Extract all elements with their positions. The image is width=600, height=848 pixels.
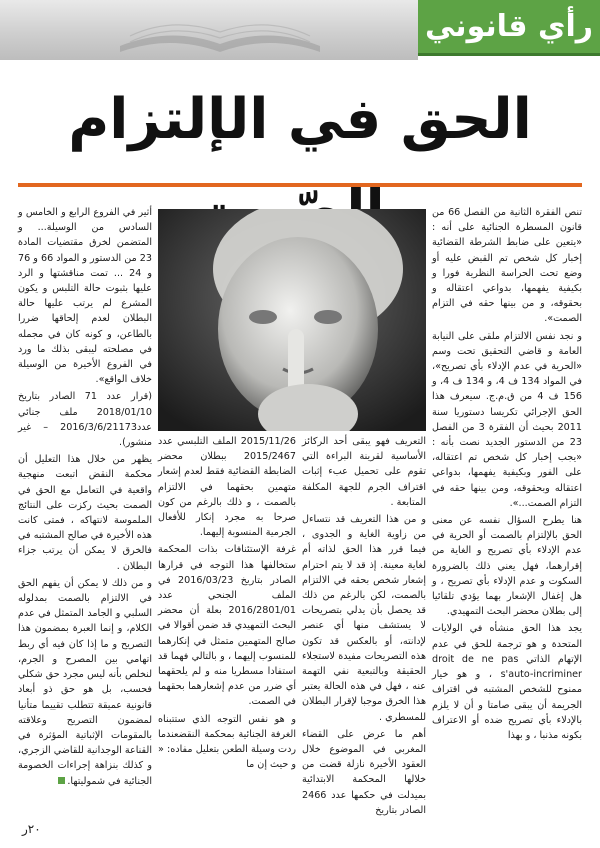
paragraph: هنا يطرح السؤال نفسه عن معنى الحق بالإلتزام بالصمت أو الحرية في عدم الإدلاء بأي تصريح و الغاية من إقرارهما، فهل يعني ذلك بالضرورة السكوت و عدم الإدلاء بأي تصريح ، و هل إغفال الإشعار بهما يؤدي تلقائيا إلى بطلان محضر البحث التمهيدي. (432, 515, 582, 618)
paragraph: أثير في الفروع الرابع و الخامس و السادس من الوسيلة... و المتضمن لخرق مقتضيات المادة 23 من الدستور و المواد 66 و 76 و 24 ... تمت مناقشتها و الرد عليها بثبوت حالة التلبس و يكون المشرع لم يرتب عليها حالة البطلان لعدم إلحاقها ضررا بالطاعن، و كونه كان في مجمله في مصلحته ليبقى بذلك ما ورد في الفروع الأخيرة من الوسيلة خلاف الواقع». (18, 207, 152, 386)
column-right (432, 205, 582, 745)
orange-divider (18, 183, 582, 187)
paragraph-final (18, 576, 152, 789)
paragraph: (قرار عدد 71 الصادر بتاريخ 2018/01/10 ملف جنائي عدد2016/3/6/21173 – غير منشور). (18, 391, 152, 449)
open-book-icon (110, 6, 330, 56)
paragraph: غرفة الإستئنافات بذات المحكمة ستخالفها هذا التوجه في قرارها الصادر بتاريخ 2016/03/23 في الملف الجنحي عدد 2016/2801/01 بعلة أن محضر البحث التمهيدي قد ضمن أقوالا في صالح المتهمين متمثل في إنكارهما للمنسوب إليهما ، و بالتالي فهما قد استفادا مسطريا منه و لم يلحقهما أي ضرر من عدم إشعارهما بحقهما في الصمت. (158, 544, 296, 708)
article-photo (158, 209, 426, 431)
paragraph: أهم ما عرض على القضاء المغربي في الموضوع خلال العقود الأخيرة نازلة قضت من خلالها المحكمة الابتدائية بميدلت في حكمها عدد 2466 الصادر بتاريخ (302, 728, 426, 816)
column-middle-left (158, 434, 296, 774)
paragraph: و من هذا التعريف قد نتساءل من زاوية الغاية و الجدوى ، فيما قرر هذا الحق لذاته أم لغاية معينة. إذ قد لا يتم احترام إشعار شخص بحقه في الالتزام بالصمت، لكن بالرغم من ذلك قد يحصل بأن يدلي بتصريحات لا يستشف منها أي عنصر لإدانته، أو بالعكس قد تكون هذه التصريحات مفيدة لاستجلاء الحقيقة وبالتبعية نفي التهمة عنه ، فهل في هذه الحالة يعتبر هذا الخرق موجبا لإقرار البطلان للمسطري . (302, 514, 426, 723)
header-gradient (0, 0, 418, 60)
paragraph-text: و من ذلك لا يمكن أن يفهم الحق في الالتزام بالصمت بمدلوله السلبي و الجامد المتمثل في عدم الكلام، و إنما العبرة بمضمون هذا التصريح و ما إذا كان فيه أي ربط اتهامي بين المصرح و الجرم، لنخلص بأنه ليس مجرد حق شكلي فحسب، بل هو حق ذو أبعاد قانونية عميقة تتطلب تقييما متأنيا لمضمون التصريح وعلاقته بالمقومات الإثباتية المؤثرة في القناعة الوجدانية للقاضي الزجري، و كذلك بنزاهة إجراءات الخصومة الجنائية في شموليتها. (18, 577, 152, 787)
paragraph: يجد هذا الحق منشأه في الولايات المتحدة و هو ترجمة للحق في عدم الإتهام الذاتي droit de ne pas s'auto-incriminer ، و هو خيار ممنوح للشخص المشتبه في اقتراف الجريمة أن يبقى صامتا و أن لا يلزم بالإدلاء بأي تصريح ضده أو الاعتراف بكونه مذنبا ، و بهذا (432, 623, 582, 741)
header-band (0, 0, 600, 60)
paragraph: يظهر من خلال هذا التعليل أن محكمة النقض اتبعت منهجية واقعية في التعامل مع الحق في الصمت بحيث ركزت على النتائج الملموسة لانتهاكه ، فمتى كانت هذه الأخيرة في صالح المشتبه في فالخرق لا يمكن أن يرتب جزاء البطلان . (18, 454, 152, 572)
column-left (18, 205, 152, 791)
statue-child-silence-image (158, 209, 426, 431)
column-middle (302, 434, 426, 820)
end-mark-icon (58, 777, 65, 784)
paragraph: 2015/11/26 الملف التلبسي عدد 2015/2467 ببطلان محضر الضابطة القضائية فقط لعدم إشعار متهمين بحقهما في الالتزام بالصمت ، و ذلك بالرغم من كون صرحا به مجرد إنكار للأفعال الجرمية المنسوبة إليهما. (158, 436, 296, 539)
paragraph: و هو نفس التوجه الذي ستتبناه الغرفة الجنائية بمحكمة النقضعندما ردت وسيلة الطعن بتعليل مفاده: « و حيث إن ما (158, 713, 296, 771)
paragraph: و نجد نفس الالتزام ملقى على النيابة العامة و قاضي التحقيق تحت وسم «الحرية في عدم الإدلاء بأي تصريح»، في المواد 134 ف 4، و 134 ف 4، و 156 ف 4 من ق.م.ج. سيعرف هذا الحق الإجرائي تكريسا دستوريا سنة 2011 بحيث أن الفقرة 3 من الفصل 23 من الدستور الجديد نصت بأنه : «يجب إخبار كل شخص تم اعتقاله، على الفور وبكيفية يفهمها، بدواعي اعتقاله وبحقوقه، ومن بينها حقه في التزام الصمت...». (432, 330, 583, 509)
page-number: ٢٠ر (22, 822, 41, 836)
article-headline: الحق في الإلتزام (68, 87, 532, 152)
paragraph: تنص الفقرة الثانية من الفصل 66 من قانون المسطرة الجنائية على أنه : «يتعين على ضابط الشرطة القضائية إخبار كل شخص تم القبض عليه أو وضع تحت الحراسة النظرية فورا و بكيفية يفهمها، بدواعي اعتقاله و بحقوقه، و من بينها حقه في التزام الصمت». (432, 207, 582, 325)
paragraph: التعريف فهو يبقى أحد الركائز الأساسية لقرينة البراءة التي تقوم على تحميل عبء إثبات اقتراف الجرم للجهة المكلفة المتابعة . (302, 436, 426, 508)
section-tag: رأي قانوني (418, 0, 600, 56)
